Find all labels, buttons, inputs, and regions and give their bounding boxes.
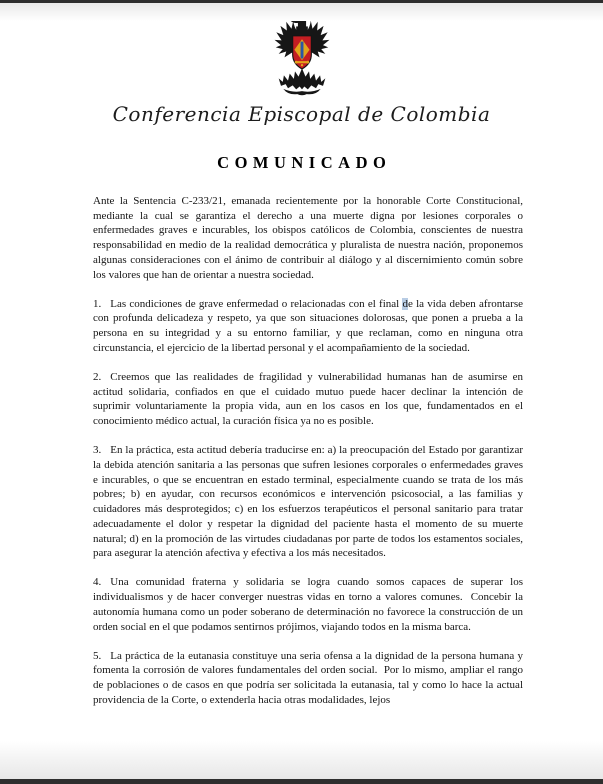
- paragraph-number: 5.: [93, 649, 102, 662]
- paragraph-number: 4.: [93, 576, 102, 589]
- numbered-paragraph-5: [93, 649, 523, 708]
- paragraph-text: Las condiciones de grave enfermedad o relacionadas con el final: [110, 297, 403, 310]
- page-bottom-edge: [0, 779, 603, 784]
- numbered-paragraph-3: [93, 443, 523, 561]
- intro-paragraph: [93, 194, 523, 282]
- paragraph-text: Creemos que las realidades de fragilidad y vulnerabilidad humanas han de asumirse en actitud solidaria, confiados en que el cuidado mutuo puede hacer declinar la intención de suprimir voluntariamente la propia vida, aun en los casos en los que, fundamentados en el conocimiento médico actual, la curación física ya no es posible.: [93, 371, 523, 428]
- shield-gold-pendant: [300, 64, 302, 66]
- document-body: [93, 194, 523, 708]
- paragraph-number: 2.: [93, 371, 102, 384]
- episcopal-eagle-coat-of-arms-icon: [267, 11, 337, 99]
- eagle-tail-flourish: [283, 89, 320, 95]
- paragraph-text: Una comunidad fraterna y solidaria se logra cuando somos capaces de superar los individualismos y de hacer converger nuestras vidas en torno a valores comunes. Concebir la autonomía humana como un poder soberano de determinación no favorece la construcción de un orden social en el que podamos sentirnos prójimos, viajando todos en la misma barca.: [93, 576, 523, 633]
- paragraph-text: En la práctica, esta actitud debería traducirse en: a) la preocupación del Estado por garantizar la debida atención sanitaria a las personas que sufren lesiones corporales o enfermedades graves e incurables, o que se encuentran en estado terminal, especialmente cuando se trata de los más pobres; b) en ayudar, con recursos económicos e intervención psicosocial, a las familias y cuidadores más desprotegidos; c) en los esfuerzos terapéuticos el personal sanitario para tratar adecuadamente el dolor y respetar la dignidad del paciente hasta el momento de su muerte natural; d) en la promoción de las virtudes ciudadanas por parte de todos los estamentos sociales, para asegurar la atención afectiva y efectiva a los más necesitados.: [93, 444, 523, 560]
- text-selection-highlight: d: [402, 297, 408, 310]
- numbered-paragraph-2: [93, 370, 523, 429]
- page-top-shadow: [0, 3, 603, 21]
- eagle-tail-feathers: [278, 68, 325, 89]
- document-title: COMUNICADO: [217, 153, 392, 172]
- paragraph-number: 1.: [93, 297, 102, 310]
- paragraph-text: La práctica de la eutanasia constituye una seria ofensa a la dignidad de la persona humana y fomenta la corrosión de valores fundamentales del orden social. Por lo mismo, ampliar el rango de poblaciones o de casos en que podría ser solicitada la eutanasia, tal y como lo hace la actual providencia de la Corte, o extenderla hacia otras modalidades, lejos: [93, 649, 523, 706]
- shield-blue-stripe: [300, 42, 303, 59]
- numbered-paragraph-1: [93, 297, 523, 356]
- intro-text: Ante la Sentencia C-233/21, emanada recientemente por la honorable Corte Constitucional, mediante la cual se garantiza el derecho a una muerte digna por lesiones corporales o enfermedades graves e incurables, los obispos católicos de Colombia, conscientes de nuestra responsabilidad en medio de la realidad democrática y pluralista de nuestra nación, proponemos algunas consideraciones con el ánimo de contribuir al diálogo y al discernimiento común sobre los valores que han de orientar a nuestra sociedad.: [93, 195, 523, 281]
- shield-gold-knob-left: [294, 61, 297, 64]
- shield-gold-knob-right: [306, 61, 309, 64]
- page-bottom-shadow: [0, 741, 603, 779]
- organization-name: Conferencia Episcopal de Colombia: [112, 102, 491, 126]
- paragraph-text: e la vida deben afrontarse con profunda delicadeza y respeto, ya que son situaciones dolorosas, que ponen a prueba a la persona en su integridad y a su entorno familiar, y que reclaman, como en ninguna otra circunstancia, el ejercicio de la libertad personal y el acompañamiento de la sociedad.: [93, 297, 523, 354]
- numbered-paragraph-4: [93, 575, 523, 634]
- paragraph-number: 3.: [93, 444, 102, 457]
- shield-gold-bar: [296, 61, 308, 63]
- page-top-edge: [0, 0, 603, 3]
